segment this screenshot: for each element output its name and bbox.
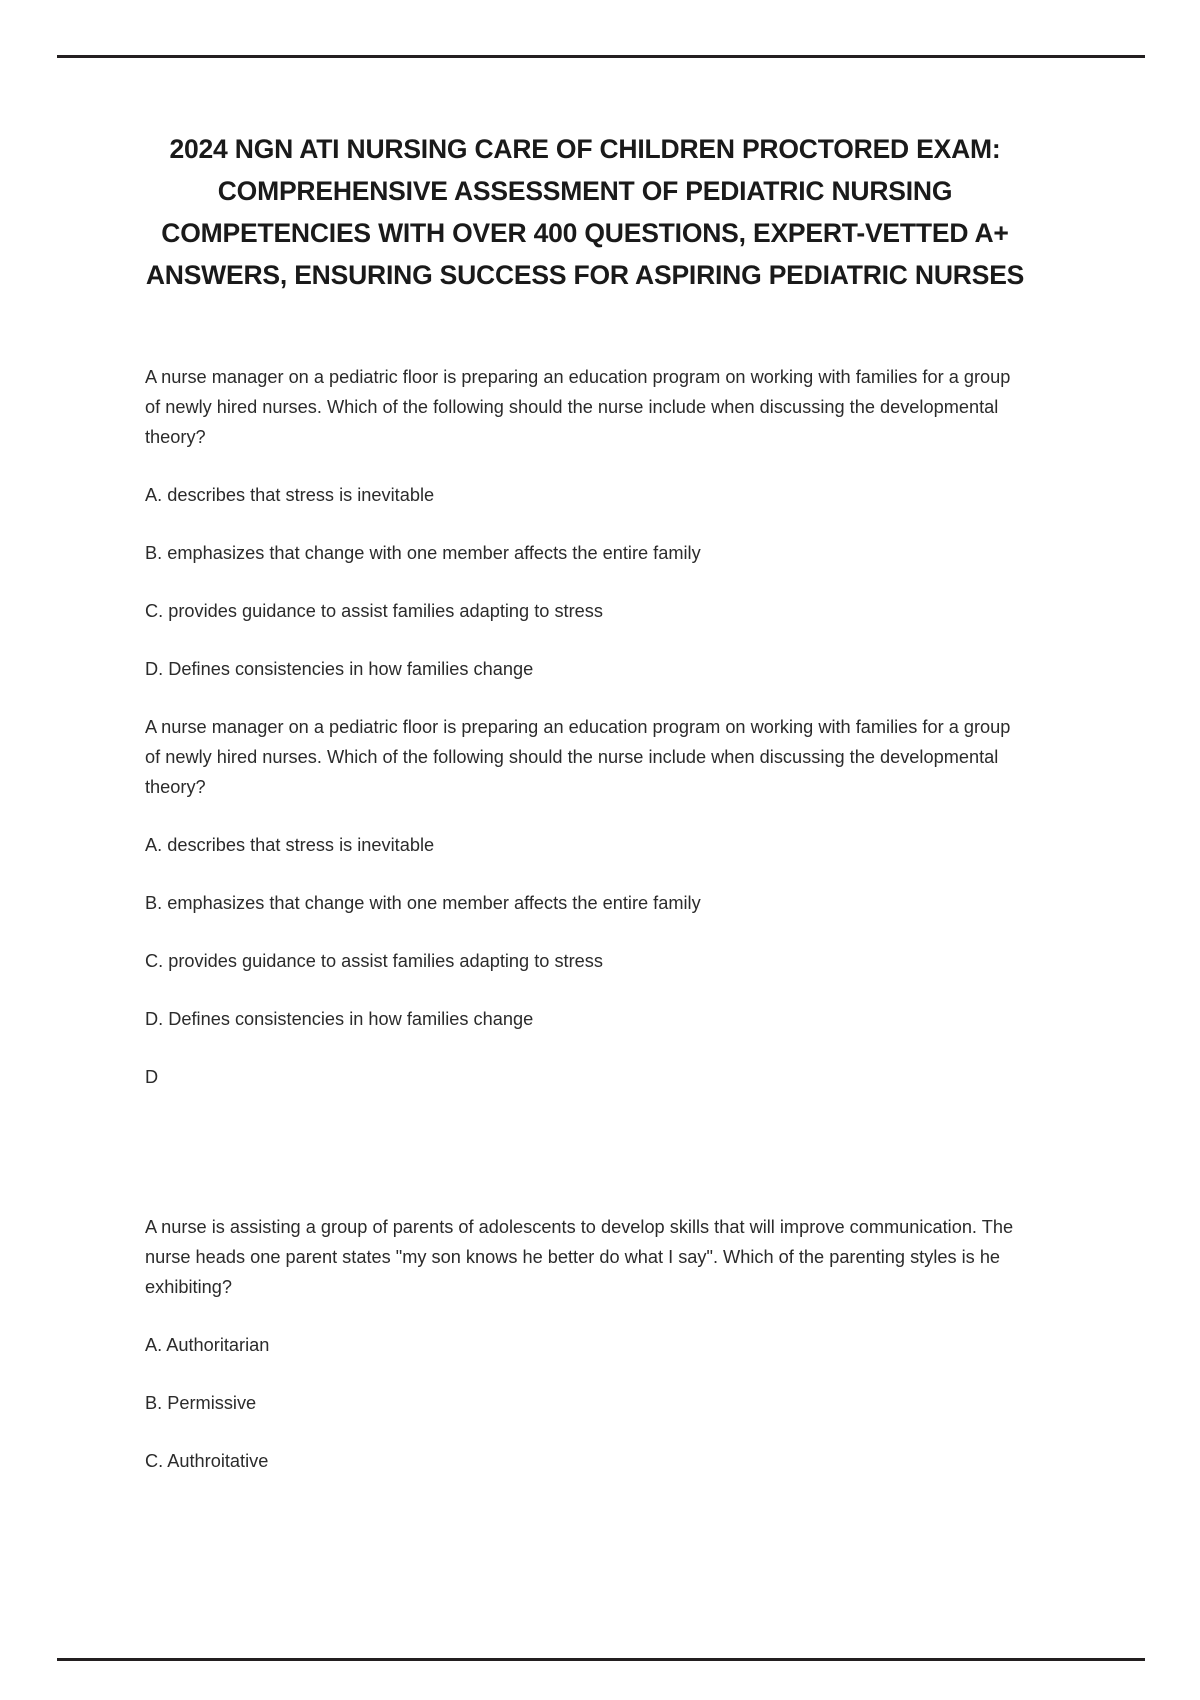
question-stem: A nurse manager on a pediatric floor is preparing an education program on working with families for a group of newly hired nurses. Which of the following should the nurse include when discussing the developmental theory? [145,717,1011,797]
answer-option: C. provides guidance to assist families adapting to stress [145,601,603,621]
answer-option-correct: D. Defines consistencies in how families change [145,1009,534,1029]
answer-option-correct: A. Authoritarian [145,1335,270,1355]
question-block-1 [145,362,1065,684]
page-title-line-2: COMPREHENSIVE ASSESSMENT OF PEDIATRIC NURSING [217,176,953,206]
page-title-line-4: ANSWERS, ENSURING SUCCESS FOR ASPIRING PEDIATRIC NURSES [145,260,1025,290]
question-block-2 [145,712,1065,1092]
page-title-line-1: 2024 NGN ATI NURSING CARE OF CHILDREN PROCTORED EXAM: [169,134,1001,164]
footer-divider-rule [57,1658,1145,1661]
question-stem: A nurse manager on a pediatric floor is preparing an education program on working with families for a group of newly hired nurses. Which of the following should the nurse include when discussing the developmental theory? [145,367,1011,447]
answer-option: C. Authroitative [145,1451,269,1471]
question-stem: A nurse is assisting a group of parents of adolescents to develop skills that will improve communication. The nurse heads one parent states "my son knows he better do what I say". Which of the parenting styles is he exhibiting? [145,1217,1014,1297]
header-divider-rule [57,55,1145,58]
answer-option-correct: D. Defines consistencies in how families change [145,659,534,679]
answer-option: A. describes that stress is inevitable [145,485,435,505]
answer-option: B. Permissive [145,1393,257,1413]
page-title-line-3: COMPETENCIES WITH OVER 400 QUESTIONS, EXPERT-VETTED A+ [161,218,1009,248]
page-title [145,128,1025,296]
answer-option: B. emphasizes that change with one member affects the entire family [145,543,701,563]
document-content [145,128,1065,1476]
answer-option: C. provides guidance to assist families adapting to stress [145,951,603,971]
answer-option: A. describes that stress is inevitable [145,835,435,855]
answer-key-letter: D [145,1067,159,1087]
answer-option: B. emphasizes that change with one member affects the entire family [145,893,701,913]
question-block-3 [145,1212,1065,1476]
